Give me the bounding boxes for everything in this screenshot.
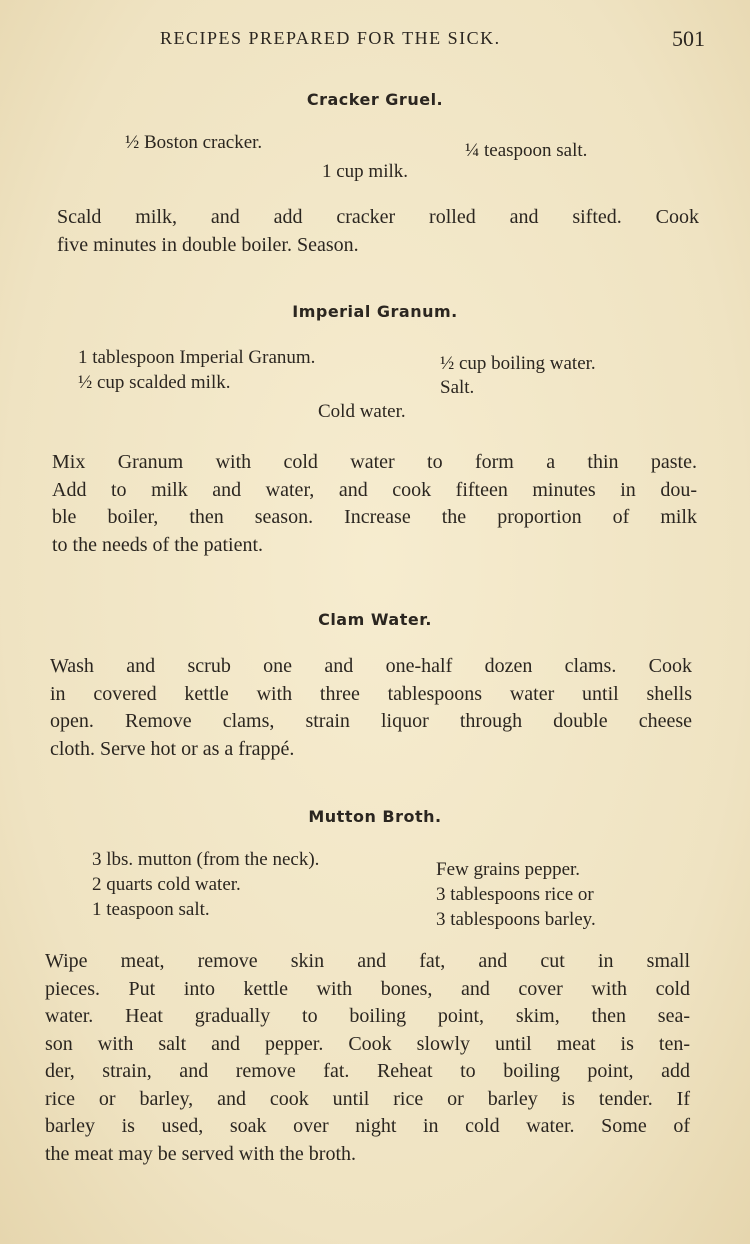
ingredient: 3 tablespoons rice or — [436, 884, 594, 905]
page-header — [160, 28, 705, 58]
method-line: der, strain, and remove fat. Reheat to boiling point, add — [45, 1060, 690, 1082]
method-line: barley is used, soak over night in cold water. Some of — [45, 1115, 690, 1137]
recipe-title-imperial-granum: Imperial Granum. — [292, 302, 458, 321]
recipe-method-clam-water — [50, 653, 692, 763]
method-line: five minutes in double boiler. Season. — [57, 233, 359, 256]
ingredient: 1 cup milk. — [322, 161, 409, 182]
ingredient: ½ Boston cracker. — [125, 132, 263, 153]
method-line: son with salt and pepper. Cook slowly until meat is ten- — [45, 1032, 690, 1055]
method-line: Wipe meat, remove skin and fat, and cut in small — [45, 950, 690, 972]
ingredient: 2 quarts cold water. — [92, 874, 241, 895]
recipe-title-clam-water: Clam Water. — [318, 610, 432, 629]
recipe-method-cracker-gruel — [57, 204, 699, 259]
method-line: pieces. Put into kettle with bones, and cover with cold — [45, 977, 690, 1000]
recipe-method-imperial-granum — [52, 449, 697, 559]
ingredient: 3 tablespoons barley. — [436, 909, 596, 930]
method-line: open. Remove clams, strain liquor through double cheese — [50, 710, 692, 732]
ingredient: Few grains pepper. — [436, 859, 581, 880]
method-line: in covered kettle with three tablespoons water until shells — [50, 682, 692, 705]
ingredient: ½ cup scalded milk. — [78, 372, 231, 393]
method-line: ble boiler, then season. Increase the proportion of milk — [52, 506, 697, 528]
method-line: rice or barley, and cook until rice or barley is tender. If — [45, 1087, 690, 1110]
ingredient: 3 lbs. mutton (from the neck). — [92, 849, 320, 870]
method-line: Wash and scrub one and one-half dozen clams. Cook — [50, 655, 692, 677]
ingredient: Cold water. — [318, 401, 406, 422]
method-line: cloth. Serve hot or as a frappé. — [50, 737, 295, 760]
method-line: water. Heat gradually to boiling point, skim, then sea- — [45, 1005, 690, 1027]
ingredient: ½ cup boiling water. — [440, 353, 596, 374]
ingredient: ¼ teaspoon salt. — [465, 140, 588, 161]
recipe-title-cracker-gruel: Cracker Gruel. — [306, 90, 444, 109]
running-head: RECIPES PREPARED FOR THE SICK. — [160, 28, 501, 48]
method-line: Scald milk, and add cracker rolled and sifted. Cook — [57, 206, 699, 228]
method-line: Mix Granum with cold water to form a thin paste. — [52, 451, 697, 473]
ingredient: 1 teaspoon salt. — [92, 899, 210, 920]
ingredient: 1 tablespoon Imperial Granum. — [78, 347, 316, 368]
ingredient: Salt. — [440, 377, 475, 398]
recipe-title-mutton-broth: Mutton Broth. — [308, 807, 442, 826]
method-line: the meat may be served with the broth. — [45, 1142, 357, 1165]
page-number: 501 — [672, 26, 705, 51]
method-line: to the needs of the patient. — [52, 533, 264, 556]
method-line: Add to milk and water, and cook fifteen minutes in dou- — [52, 478, 697, 501]
recipe-method-mutton-broth — [45, 948, 690, 1168]
